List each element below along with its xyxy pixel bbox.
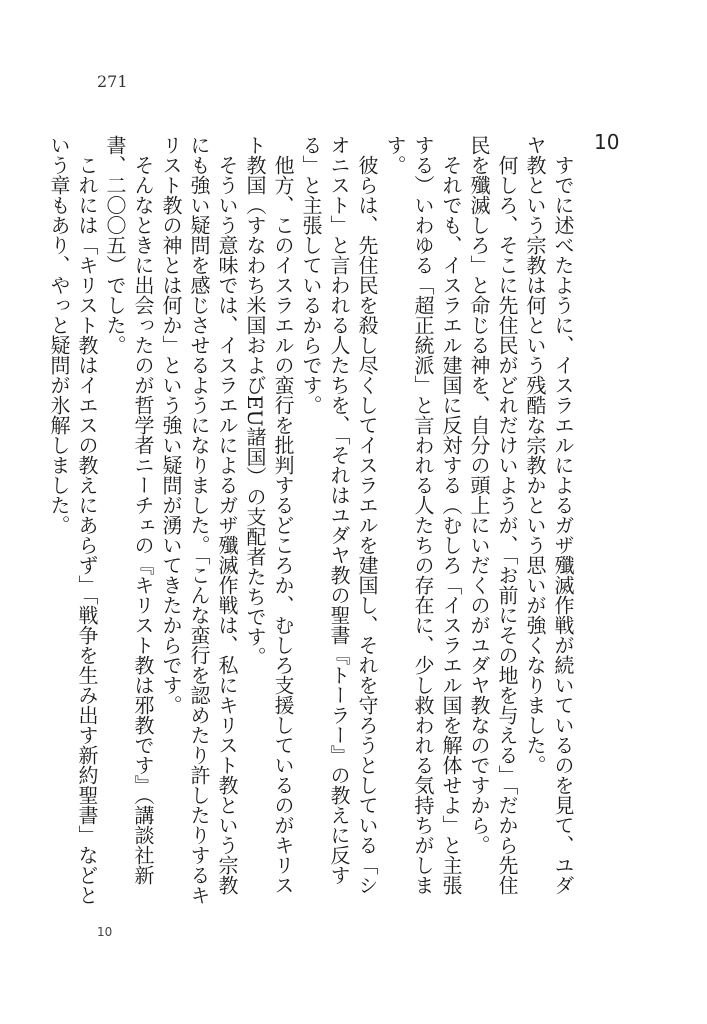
footer-number: 10 [97,925,113,939]
paragraph: 何しろ、そこに先住民がどれだけいようが、「お前にその地を与える」「だから先住民を殲滅しろ」と命じる神を、自分の頭上にいだくのがユダヤ教なのですから。 [467,135,519,895]
paragraph: 彼らは、先住民を殺し尽くしてイスラエルを建国し、それを守ろうとしている「シオニスト」と言われる人たちを、「それはユダヤ教の聖書『トーラー』の教えに反する」と主張しているからです。 [299,135,379,895]
paragraph: それでも、イスラエル建国に反対する（むしろ「イスラエル国を解体せよ」と主張する）いわゆる「超正統派」と言われる人たちの存在に、少し救われる気持ちがします。 [383,135,463,895]
paragraph: そんなときに出会ったのが哲学者ニーチェの『キリスト教は邪教です』（講談社新書、二〇〇五）でした。 [103,135,155,885]
paragraph: すでに述べたように、イスラエルによるガザ殲滅作戦が続いているのを見て、ユダヤ教という宗教は何という残酷な宗教かという思いが強くなりました。 [523,135,575,895]
paragraph: そういう意味では、イスラエルによるガザ殲滅作戦は、私にキリスト教という宗教にも強い疑問を感じさせるようになりました。「こんな蛮行を認めたり許したりするキリスト教の神とは何か」という強い疑問が湧いてきたからです。 [159,135,239,905]
page-number: 271 [97,72,128,91]
paragraph: 他方、このイスラエルの蛮行を批判するどころか、むしろ支援しているのがキリスト教国（すなわち米国およびEU諸国）の支配者たちです。 [243,135,295,895]
chapter-number: 10 [594,130,620,154]
body-text [47,135,577,905]
paragraph: これには「キリスト教はイエスの教えにあらず」「戦争を生み出す新約聖書」などという章もあり、やっと疑問が氷解しました。 [47,135,99,905]
